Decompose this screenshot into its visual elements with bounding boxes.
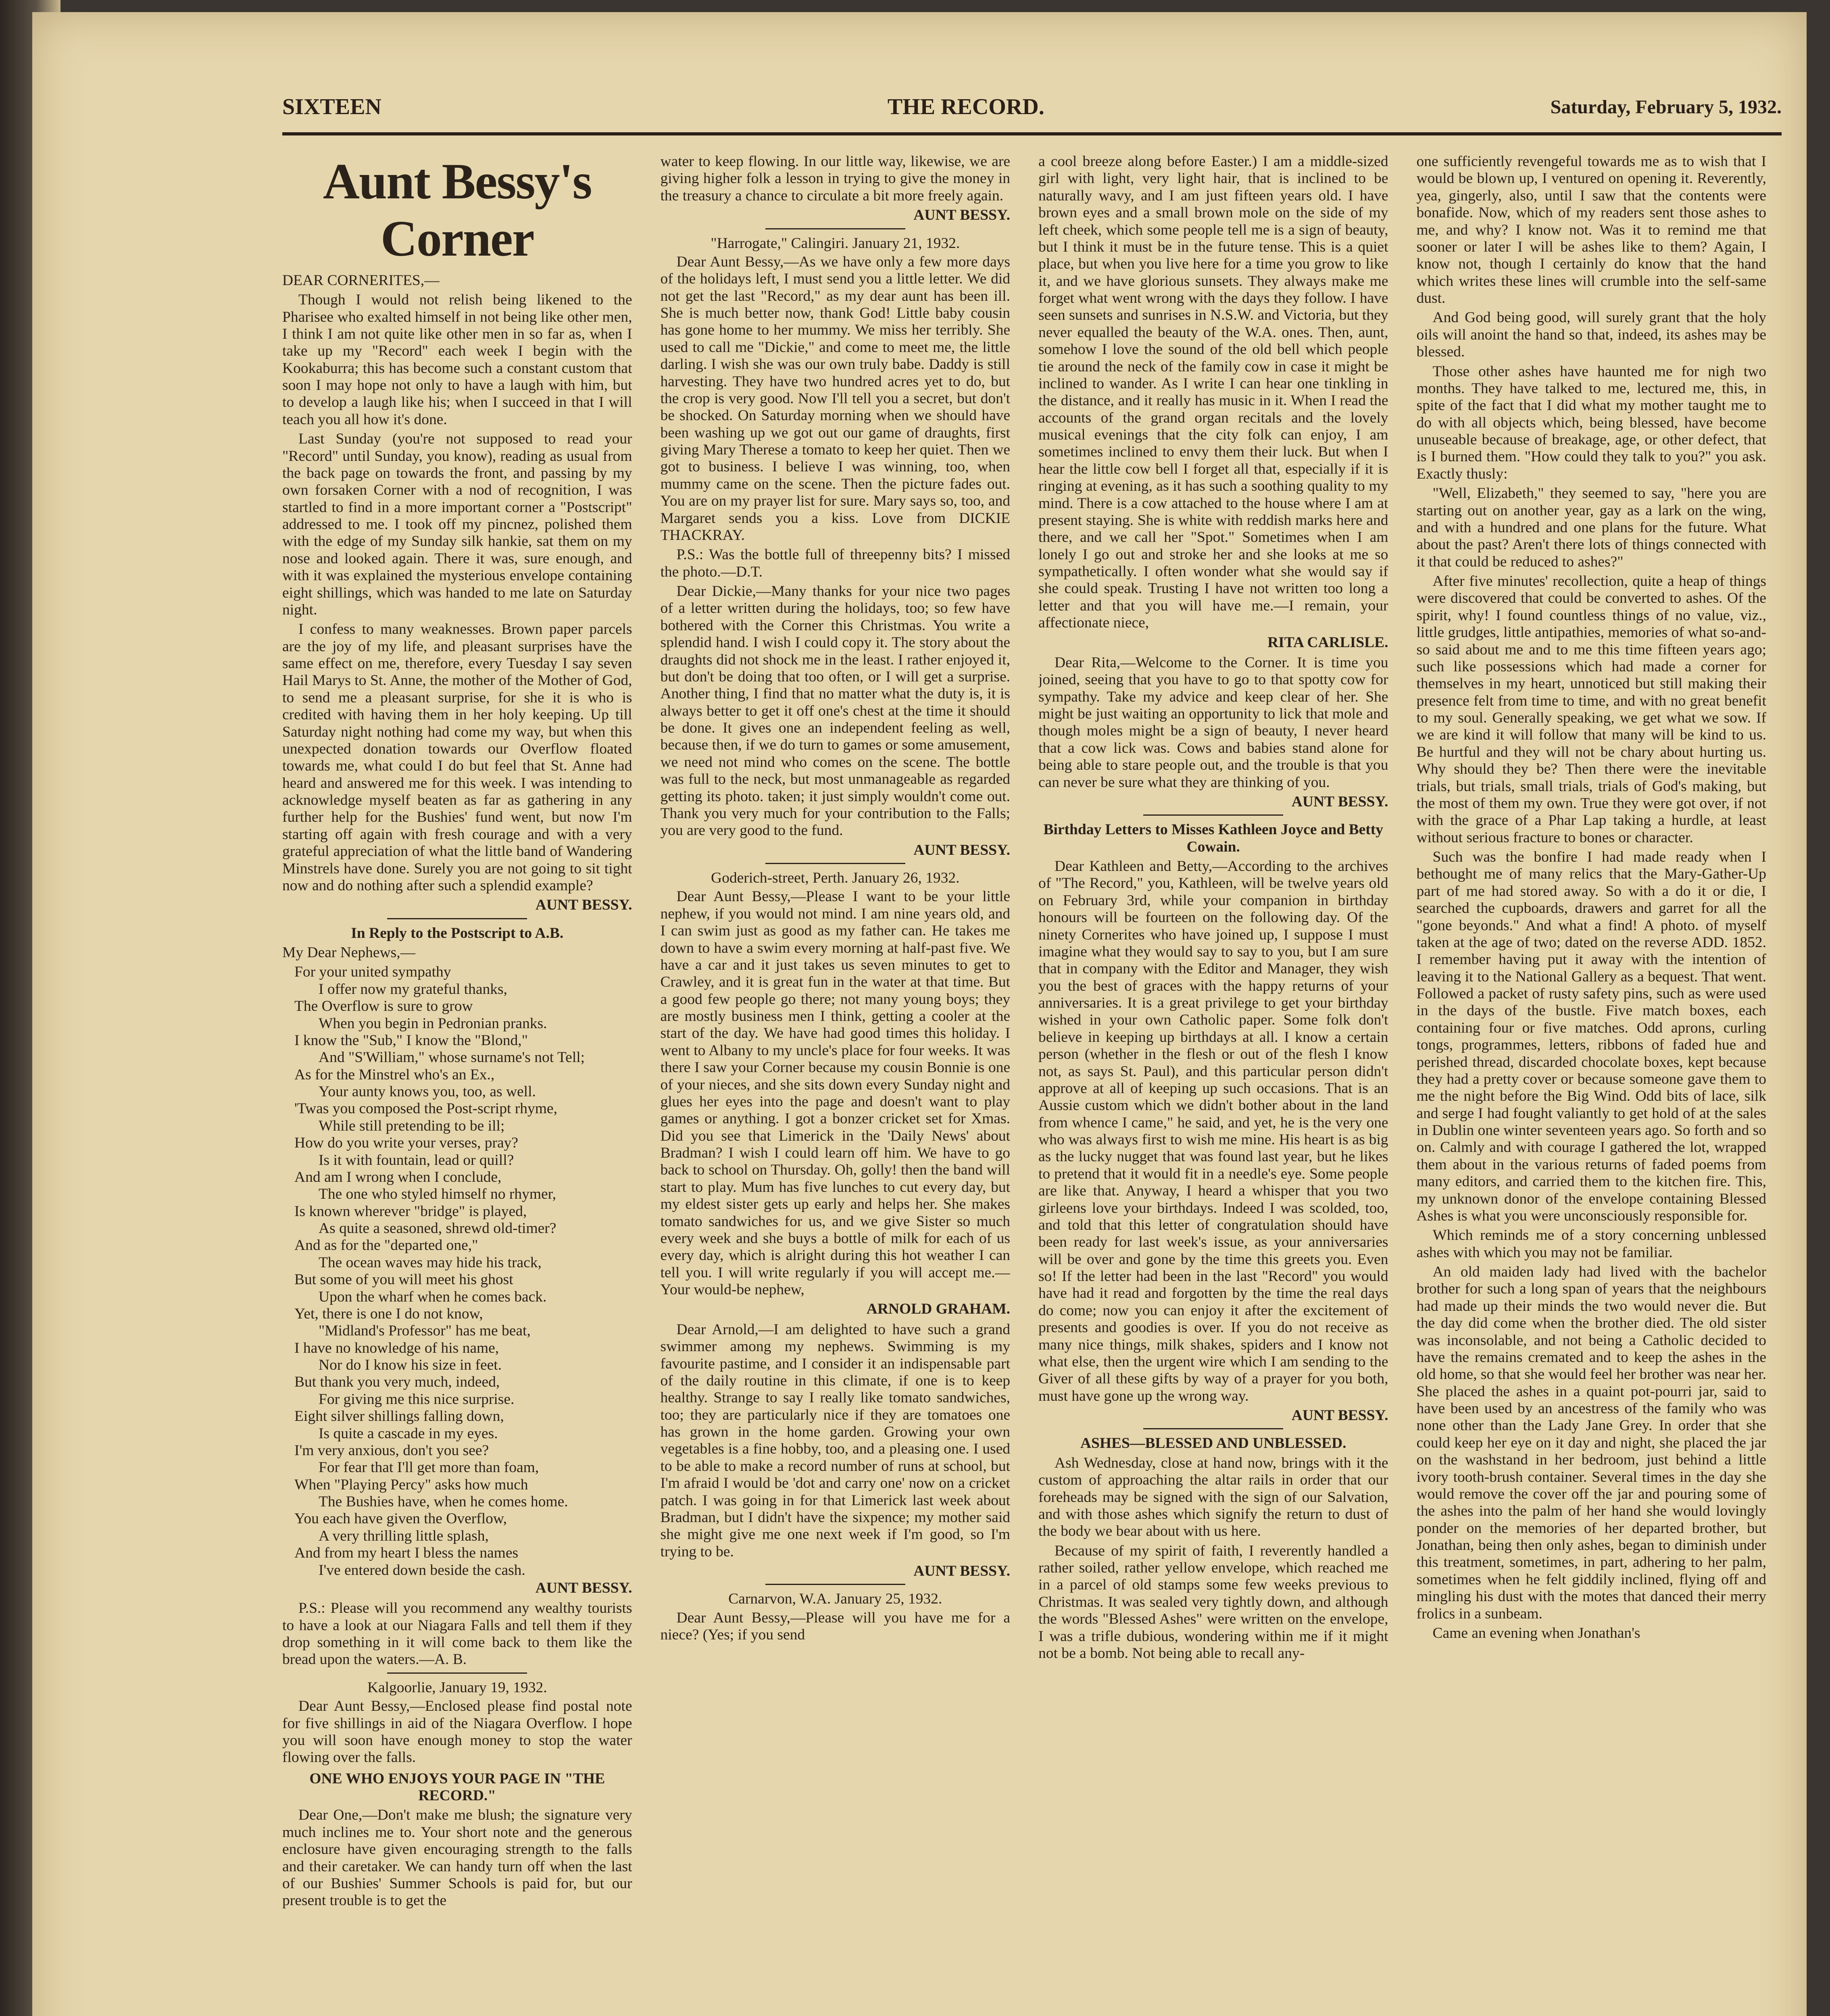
paragraph: An old maiden lady had lived with the bachelor brother for such a long span of years that the neighbours had made up their minds the two would never die. But the day did come when the brother died. The old sister was inconsolable, and not being a Catholic decided to have the remains cremated and to keep the ashes in the old home, so that she would feel her brother was near her. She placed the ashes in a quaint pot-pourri jar, said to have been used by an ancestress of the family who was none other than the Lady Jane Grey. In order that she could keep her eye on it day and night, she placed the jar on the washstand in her bedroom, just behind a little ivory tooth-brush container. Several times in the day she would remove the cover off the jar and pouring some of the ashes into the palm of her hand she would lovingly ponder on the memories of her departed brother, but Jonathan, being then only ashes, began to diminish under this treatment, sometimes, in part, adhering to her palm, sometimes when he felt giddily inclined, flying off and mingling his dust with the motes that danced their merry frolics in a sunbeam. — [1416, 1264, 1766, 1622]
letter-place: Goderich-street, Perth. January 26, 1932. — [711, 870, 960, 886]
poem-line: I know the "Sub," I know the "Blond," — [294, 1032, 528, 1049]
letter-place: Kalgoorlie, January 19, 1932. — [367, 1679, 547, 1696]
section-heading: Birthday Letters to Misses Kathleen Joyce and Betty Cowain. — [1043, 821, 1384, 855]
poem-line: A very thrilling little splash, — [319, 1527, 489, 1544]
paragraph: Last Sunday (you're not supposed to read your "Record" until Sunday, you know), reading as usual from the back page on towards the front, and passing by my own forsaken Corner with a nod of recognition, I was startled to find in a more important corner a "Postscript" addressed to me. I took off my pincnez, polished them with the edge of my Sunday silk hankie, sat them on my nose and looked again. There it was, sure enough, and with it was explained the mysterious envelope containing eight shillings, which was handed to me late on Saturday night. — [282, 431, 632, 618]
paragraph: After five minutes' recollection, quite a heap of things were discovered that could be converted to ashes. Of the spirit, why! I found countless things of no value, viz., little grudges, little antipathies, memories of what so-and-so said about me and to me this time fifteen years ago; such like possessions which had made a corner for themselves in my heart, unnoticed but still making their presence felt from time to time, and with no great benefit to my soul. Generally speaking, we get what we sow. If we are kind it will follow that many will be kind to us. Be hurtful and they will not be chary about hurting us. Why should they be? Then there were the inevitable trials, but trials, small trials, trials of God's making, but the most of them my own. True they were got over, if not with the grace of a Phar Lap taking a hurdle, at least without serious fracture to bones or character. — [1416, 573, 1766, 846]
paragraph: Those other ashes have haunted me for nigh two months. They have talked to me, lectured me, this, in spite of the fact that I did what my mother taught me to do with all objects which, being blessed, have become unuseable because of breakage, age, or other defect, that is I burned them. "How could they talk to you?" you ask. Exactly thusly: — [1416, 363, 1766, 482]
separator — [765, 863, 905, 864]
signature: ONE WHO ENJOYS YOUR PAGE IN "THE RECORD." — [309, 1770, 605, 1804]
paragraph: Dear Rita,—Welcome to the Corner. It is time you joined, seeing that you have to go to that spotty cow for sympathy. Take my advice and keep clear of her. She might be just waiting an opportunity to lick that mole and though moles might be a sign of beauty, I never heard that a cow lick was. Cows and babies stand alone for being able to stare people out, and the trouble is that you can never be sure what they are thinking of you. — [1038, 654, 1388, 791]
paragraph: one sufficiently revengeful towards me as to wish that I would be blown up, I ventured on opening it. Reverently, yea, gingerly, also, until I saw that the contents were bonafide. Now, which of my readers sent those ashes to me, and why? I know not. Was it to remind me that sooner or later I will be ashes like to them? Again, I know not, though I certainly do know that the hand which writes these lines will crumble into the self-same dust. — [1416, 153, 1766, 306]
issue-date: Saturday, February 5, 1932. — [1550, 96, 1782, 118]
poem-line: The ocean waves may hide his track, — [319, 1254, 542, 1271]
paragraph: Which reminds me of a story concerning unblessed ashes with which you may not be familiar. — [1416, 1227, 1766, 1261]
paragraph: Such was the bonfire I had made ready when I bethought me of many relics that the Mary-Gather-Up part of me had stored away. So with a do it or die, I searched the cupboards, drawers and garret for all the "gone beyonds." And what a find! A photo. of myself taken at the age of two; dated on the reverse ADD. 1852. I remember having put it away with the intention of leaving it to the National Gallery as a bequest. That went. Followed a packet of rusty safety pins, such as were used in the days of the bustle. Five match boxes, each containing four or five matches. Odd aprons, curling tongs, programmes, letters, ribbons of faded hue and perished thread, discarded chocolate boxes, kept because they had a pretty cover or because someone gave them to me the night before the Big Wind. Odd bits of lace, silk and serge I had fought valiantly to get hold of at the sales in Dublin one winter seventeen years ago. So forth and so on. Calmly and with courage I gathered the lot, wrapped them about in the various returns of faded poems from many editors, and carried them to the kitchen fire. This, my unknown donor of the envelope containing Blessed Ashes is what you were unconsciously responsible for. — [1416, 849, 1766, 1224]
poem — [282, 964, 632, 1579]
poem-line: The Overflow is sure to grow — [294, 998, 473, 1015]
article-body — [282, 153, 1766, 2016]
poem-line: "Midland's Professor" has me beat, — [319, 1322, 531, 1339]
poem-line: And from my heart I bless the names — [294, 1545, 519, 1562]
separator — [765, 1584, 905, 1585]
poem-line: I've entered down beside the cash. — [319, 1562, 525, 1579]
column-2 — [661, 153, 1011, 2016]
poem-line: When you begin in Pedronian pranks. — [319, 1015, 547, 1032]
column-4 — [1417, 153, 1767, 2016]
paragraph: Ash Wednesday, close at hand now, brings with it the custom of approaching the altar rails in order that our foreheads may be signed with the sign of our Salvation, and with those ashes which signify the return to dust of the body we bear about with us here. — [1038, 1454, 1388, 1540]
paragraph: Dear Aunt Bessy,—Please I want to be your little nephew, if you would not mind. I am nine years old, and I can swim just as good as my father can. He takes me down to have a swim every morning at half-past five. We have a car and it just takes us seven minutes to get to Crawley, and it is great fun in the water at that time. But a good few people go there; not many young boys; they are mostly business men I think, getting a cooler at the start of the day. We have had good times this holiday. I went to Albany to my uncle's place for four weeks. It was there I saw your Corner because my cousin Bonnie is one of your nieces, and she sits down every Sunday night and glues her eyes into the page and doesn't want to play games or anything. I got a bonzer cricket set for Xmas. Did you see that Limerick in the 'Daily News' about Bradman? I wish I could learn off him. We have to go back to school on Thursday. Oh, golly! then the band will start to play. Mum has five lunches to cut every day, but my eldest sister gets up early and helps her. She makes tomato sandwiches for us, and we give Sister so much every week and she buys a bottle of milk for each of us every day, which is alright during this hot weather I can tell you. I will write regularly if you will accept me.—Your would-be nephew, — [660, 888, 1010, 1298]
separator — [387, 1672, 527, 1674]
signature: AUNT BESSY. — [1291, 1407, 1388, 1424]
poem-line: And "S'William," whose surname's not Tell; — [319, 1049, 585, 1066]
poem-line: For giving me this nice surprise. — [319, 1391, 515, 1408]
poem-line: Is it with fountain, lead or quill? — [319, 1152, 514, 1168]
poem-line: And as for the "departed one," — [294, 1237, 478, 1254]
poem-line: Eight silver shillings falling down, — [294, 1408, 504, 1425]
letter-place: "Harrogate," Calingiri. January 21, 1932. — [711, 235, 960, 252]
signature: AUNT BESSY. — [913, 207, 1010, 224]
paragraph: Because of my spirit of faith, I reverently handled a rather soiled, rather yellow envelope, which reached me in a parcel of old stamps some few weeks previous to Christmas. It was sealed very tightly down, and although the words "Blessed Ashes" were written on the envelope, I was a trifle dubious, wondering within me if it might not be a bomb. Not being able to recall any- — [1038, 1542, 1388, 1662]
signature: AUNT BESSY. — [1291, 793, 1388, 810]
salutation: My Dear Nephews,— — [282, 944, 416, 961]
poem-line: The Bushies have, when he comes home. — [319, 1493, 568, 1510]
paragraph: Though I would not relish being likened to the Pharisee who exalted himself in not being like other men, I think I am not quite like other men in so far as, when I take up my "Record" each week I begin with the Kookaburra; this has become such a constant custom that soon I may hope not only to have a laugh with him, but to develop a laugh like his; when I succeed in that I will teach you all how it's done. — [282, 292, 632, 428]
poem-line: For your united sympathy — [294, 964, 451, 981]
paragraph: Dear One,—Don't make me blush; the signature very much inclines me to. Your short note and the generous enclosure have given encouraging strength to the falls and their caretaker. We can handy turn off when the last of our Bushies' Summer Schools is paid for, but our present trouble is to get the — [282, 1807, 632, 1909]
separator — [1143, 1428, 1283, 1429]
poem-line: When "Playing Percy" asks how much — [294, 1476, 528, 1493]
column-1 — [282, 153, 632, 2016]
poem-line: But thank you very much, indeed, — [294, 1374, 500, 1391]
poem-line: While still pretending to be ill; — [319, 1117, 505, 1134]
column-3 — [1038, 153, 1388, 2016]
poem-line: You each have given the Overflow, — [294, 1510, 507, 1527]
paragraph: Dear Aunt Bessy,—Enclosed please find postal note for five shillings in aid of the Niagara Overflow. I hope you will soon have enough money to stop the water flowing over the falls. — [282, 1698, 632, 1766]
paragraph: P.S.: Please will you recommend any wealthy tourists to have a look at our Niagara Falls and tell them if they drop something in it will come back to them like the bread upon the waters.—A. B. — [282, 1600, 632, 1668]
section-heading: In Reply to the Postscript to A.B. — [351, 925, 564, 941]
signature: AUNT BESSY. — [535, 1579, 632, 1596]
poem-line: Nor do I know his size in feet. — [319, 1357, 502, 1373]
poem-line: I have no knowledge of his name, — [294, 1339, 499, 1356]
poem-line: For fear that I'll get more than foam, — [319, 1459, 539, 1476]
poem-line: But some of you will meet his ghost — [294, 1271, 513, 1288]
poem-line: I'm very anxious, don't you see? — [294, 1442, 489, 1459]
article-title: Aunt Bessy's Corner — [323, 154, 592, 267]
signature: RITA CARLISLE. — [1267, 634, 1388, 651]
poem-line: The one who styled himself no rhymer, — [319, 1186, 556, 1203]
paragraph: water to keep flowing. In our little way, likewise, we are giving higher folk a lesson in trying to give the money in the treasury a chance to circulate a bit more freely again. — [660, 153, 1010, 204]
poem-line: I offer now my grateful thanks, — [319, 981, 507, 998]
poem-line: As for the Minstrel who's an Ex., — [294, 1066, 495, 1083]
paragraph: I confess to many weaknesses. Brown paper parcels are the joy of my life, and pleasant surprises have the same effect on me, therefore, every Tuesday I say seven Hail Marys to St. Anne, the mother of the Mother of God, to send me a pleasant surprise, for she it is who is credited with having them in her holy keeping. Up till Saturday night nothing had come my way, but when this unexpected donation towards our Overflow floated towards me, what could I do but feel that St. Anne had heard and answered me for this week. I was intending to acknowledge myself beaten as far as gathering in any further help for the Bushies' fund went, but now I'm starting off again with fresh courage and with a very grateful appreciation of what the little band of Wandering Minstrels have done. Surely you are not going to sit tight now and do nothing after such a splendid example? — [282, 621, 632, 894]
letter-place: Carnarvon, W.A. January 25, 1932. — [728, 1591, 942, 1608]
paragraph: a cool breeze along before Easter.) I am a middle-sized girl with light, very light hair, that is inclined to be naturally wavy, and I am just fifteen years old. I have brown eyes and a small brown mole on the side of my left cheek, which some people tell me is a sign of beauty, but I think it must be in the future tense. This is a quiet place, but when you live here for a time you grow to like it, and we have glorious sunsets. They always make me forget what went wrong with the days they follow. I have seen sunsets and sunrises in N.S.W. and Victoria, but they never equalled the beauty of the W.A. ones. Then, aunt, somehow I love the sound of the old bell which people tie around the neck of the family cow in case it might be inclined to wander. As I write I can hear one tinkling in the distance, and it really has music in it. When I read the accounts of the grand organ recitals and the lovely musical evenings that the city folk can enjoy, I am sometimes inclined to envy them their luck. But when I hear the little cow bell I forget all that, especially if it is ringing at evening, as it has such a soothing quality to my mind. There is a cow attached to the house where I am at present staying. She is white with reddish marks here and there, and we call her "Spot." Sometimes when I am lonely I go out and stroke her and she looks at me so sympathetically. I often wonder what she would say if she could speak. Trusting I have not written too long a letter and that you will have me.—I remain, your affectionate niece, — [1038, 153, 1388, 631]
poem-line: 'Twas you composed the Post-script rhyme, — [294, 1100, 557, 1117]
paragraph: P.S.: Was the bottle full of threepenny bits? I missed the photo.—D.T. — [660, 546, 1010, 580]
poem-line: Your aunty knows you, too, as well. — [319, 1083, 536, 1100]
paragraph: Dear Dickie,—Many thanks for your nice two pages of a letter written during the holidays, too; so few have bothered with the Corner this Christmas. You write a splendid hand. I wish I could copy it. The story about the draughts did not shock me in the least. I rather enjoyed it, but don't be doing that too often, or I will get a surprise. Another thing, I find that no matter what the duty is, it is always better to get it off one's chest at the time it should be done. It gives one an independent feeling as well, because then, if we do turn to games or some amusement, we need not mind who comes on the scene. The bottle was full to the neck, but most unmanageable as regarded getting its photo. taken; it just simply wouldn't come out. Thank you very much for your contribution to the Falls; you are very good to the fund. — [660, 583, 1010, 839]
paragraph: And God being good, will surely grant that the holy oils will anoint the hand so that, indeed, its ashes may be blessed. — [1416, 309, 1766, 360]
signature: AUNT BESSY. — [913, 841, 1010, 858]
salutation: DEAR CORNERITES,— — [282, 272, 440, 289]
paragraph: Dear Aunt Bessy,—Please will you have me for a niece? (Yes; if you send — [660, 1609, 1010, 1643]
separator — [1143, 814, 1283, 816]
separator — [765, 228, 905, 229]
signature: AUNT BESSY. — [913, 1563, 1010, 1579]
poem-line: Yet, there is one I do not know, — [294, 1305, 483, 1322]
poem-line: How do you write your verses, pray? — [294, 1135, 519, 1152]
paper-name: THE RECORD. — [887, 94, 1044, 119]
paragraph: "Well, Elizabeth," they seemed to say, "here you are starting out on another year, gay as a lark on the wing, and with a hundred and one plans for the future. What about the past? Aren't there lots of things connected with it that could be reduced to ashes?" — [1416, 485, 1766, 570]
poem-line: Upon the wharf when he comes back. — [319, 1288, 547, 1305]
section-heading: ASHES—BLESSED AND UNBLESSED. — [1080, 1435, 1346, 1452]
poem-line: Is quite a cascade in my eyes. — [319, 1425, 498, 1442]
signature: ARNOLD GRAHAM. — [866, 1301, 1010, 1318]
paragraph: Came an evening when Jonathan's — [1432, 1624, 1640, 1641]
poem-line: Is known wherever "bridge" is played, — [294, 1203, 527, 1220]
poem-line: And am I wrong when I conclude, — [294, 1168, 502, 1185]
signature: AUNT BESSY. — [535, 897, 632, 914]
page-number: SIXTEEN — [282, 94, 381, 119]
separator — [387, 918, 527, 919]
paragraph: Dear Arnold,—I am delighted to have such a grand swimmer among my nephews. Swimming is my favourite pastime, and I consider it an indispensable part of the daily routine in this climate, if one is to keep healthy. Strange to say I really like tomato sandwiches, too; they are particularly nice if they are tomatoes one has grown in the home garden. Growing your own vegetables is a fine hobby, too, and a pleasing one. I used to be able to make a record number of runs at school, but I'm afraid I would be 'dot and carry one' now on a cricket patch. I was going in for that Limerick last week about Bradman, but I didn't have the sixpence; my mother said she might give me one next week if I'm good, so I'm trying to be. — [660, 1321, 1010, 1560]
poem-line: As quite a seasoned, shrewd old-timer? — [319, 1220, 557, 1237]
masthead — [282, 89, 1782, 135]
paragraph: Dear Kathleen and Betty,—According to the archives of "The Record," you, Kathleen, will be twelve years old on February 3rd, while your companion in birthday honours will be fourteen on the following day. Of the ninety Cornerites who have joined up, I suppose I must imagine what they would say to say to you, but I am sure that in company with the Editor and Manager, they wish you the best of graces with the happy returns of your anniversaries. It is a great privilege to get your birthday wished in your own Catholic paper. Some folk don't believe in keeping up birthdays at all. I know a certain person (whether in the flesh or out of the flesh I know not, as says St. Paul), and this particular person didn't approve at all of keeping up such occasions. That is an Aussie custom which we didn't bother about in the land from whence I came," he said, and yet, he is the very one who was always first to wish me mine. His heart is as big as the lucky nugget that was found last year, but he likes to pretend that it would fit in a needle's eye. Some people are like that. Anyway, I heard a whisper that you two girleens love your birthdays. Indeed I was scolded, too, and told that this letter of congratulation should have been ready for last week's issue, as your anniversaries will be over and gone by the time this greets you. Even so! If the letter had been in the last "Record" you would have had it read and forgotten by the time the real days do come; now you can enjoy it after the excitement of presents and goodies is over. If you do not receive as many nice things, milk shakes, spiders and I know not what else, then the urgent wire which I am sending to the Giver of all these gifts by way of a prayer for you both, must have gone up the wrong way. — [1038, 858, 1388, 1404]
paragraph: Dear Aunt Bessy,—As we have only a few more days of the holidays left, I must send you a little letter. We did not get the last "Record," as my dear aunt has been ill. She is much better now, thank God! Little baby cousin has gone home to her mummy. We miss her terribly. She used to call me "Dickie," and come to meet me, the little darling. I wish she was our own truly babe. Daddy is still harvesting. They have two hundred acres yet to do, but the crop is very good. Now I'll tell you a secret, but don't be shocked. On Saturday morning when we should have been washing up we got out our game of draughts, first giving Mary Therese a tomato to keep her quiet. Then we got to business. I believe I was winning, too, when mummy came on the scene. Then the picture fades out. You are on my prayer list for sure. Mary says so, too, and Margaret sends you a kiss. Love from DICKIE THACKRAY. — [660, 253, 1010, 544]
